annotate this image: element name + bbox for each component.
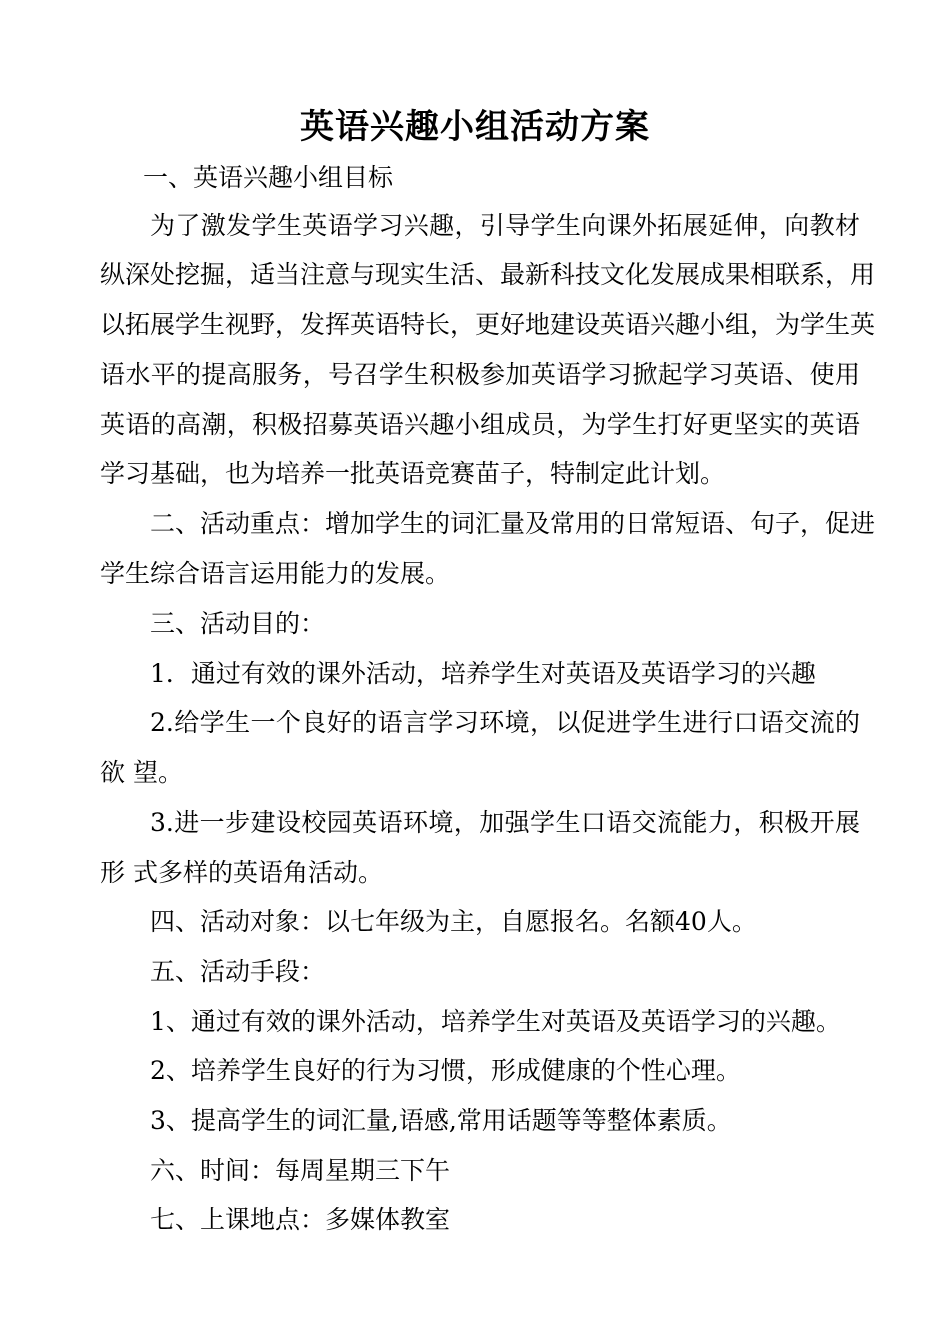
section-heading-goals: 一、英语兴趣小组目标 xyxy=(143,163,394,192)
list-item: 3.进一步建设校园英语环境，加强学生口语交流能力，积极开展 xyxy=(150,808,860,837)
list-item: 3、提高学生的词汇量,语感,常用话题等等整体素质。 xyxy=(150,1106,732,1135)
list-item: 1、通过有效的课外活动，培养学生对英语及英语学习的兴趣。 xyxy=(150,1007,841,1036)
list-item: 1．通过有效的课外活动，培养学生对英语及英语学习的兴趣 xyxy=(150,659,816,688)
section-heading-focus: 二、活动重点：增加学生的词汇量及常用的日常短语、句子，促进 xyxy=(150,509,876,538)
paragraph-line: 欲 望。 xyxy=(100,758,183,787)
section-heading-time: 六、时间：每周星期三下午 xyxy=(150,1156,451,1185)
section-heading-participants: 四、活动对象：以七年级为主，自愿报名。名额40人。 xyxy=(150,907,757,936)
paragraph-line: 以拓展学生视野，发挥英语特长，更好地建设英语兴趣小组，为学生英 xyxy=(100,310,876,339)
section-heading-location: 七、上课地点：多媒体教室 xyxy=(150,1205,451,1234)
list-item: 2、培养学生良好的行为习惯，形成健康的个性心理。 xyxy=(150,1056,741,1085)
section-heading-purpose: 三、活动目的： xyxy=(150,609,326,638)
section-heading-methods: 五、活动手段： xyxy=(150,957,326,986)
paragraph-line: 学习基础，也为培养一批英语竞赛苗子，特制定此计划。 xyxy=(100,459,726,488)
paragraph-line: 形 式多样的英语角活动。 xyxy=(100,858,383,887)
paragraph-line: 纵深处挖掘，适当注意与现实生活、最新科技文化发展成果相联系，用 xyxy=(100,260,876,289)
paragraph-line: 英语的高潮，积极招募英语兴趣小组成员，为学生打好更坚实的英语 xyxy=(100,410,860,439)
paragraph-line: 语水平的提高服务，号召学生积极参加英语学习掀起学习英语、使用 xyxy=(100,360,860,389)
document-title: 英语兴趣小组活动方案 xyxy=(300,107,650,147)
paragraph-line: 为了激发学生英语学习兴趣，引导学生向课外拓展延伸，向教材 xyxy=(150,211,860,240)
list-item: 2.给学生一个良好的语言学习环境，以促进学生进行口语交流的 xyxy=(150,708,860,737)
paragraph-line: 学生综合语言运用能力的发展。 xyxy=(100,559,451,588)
